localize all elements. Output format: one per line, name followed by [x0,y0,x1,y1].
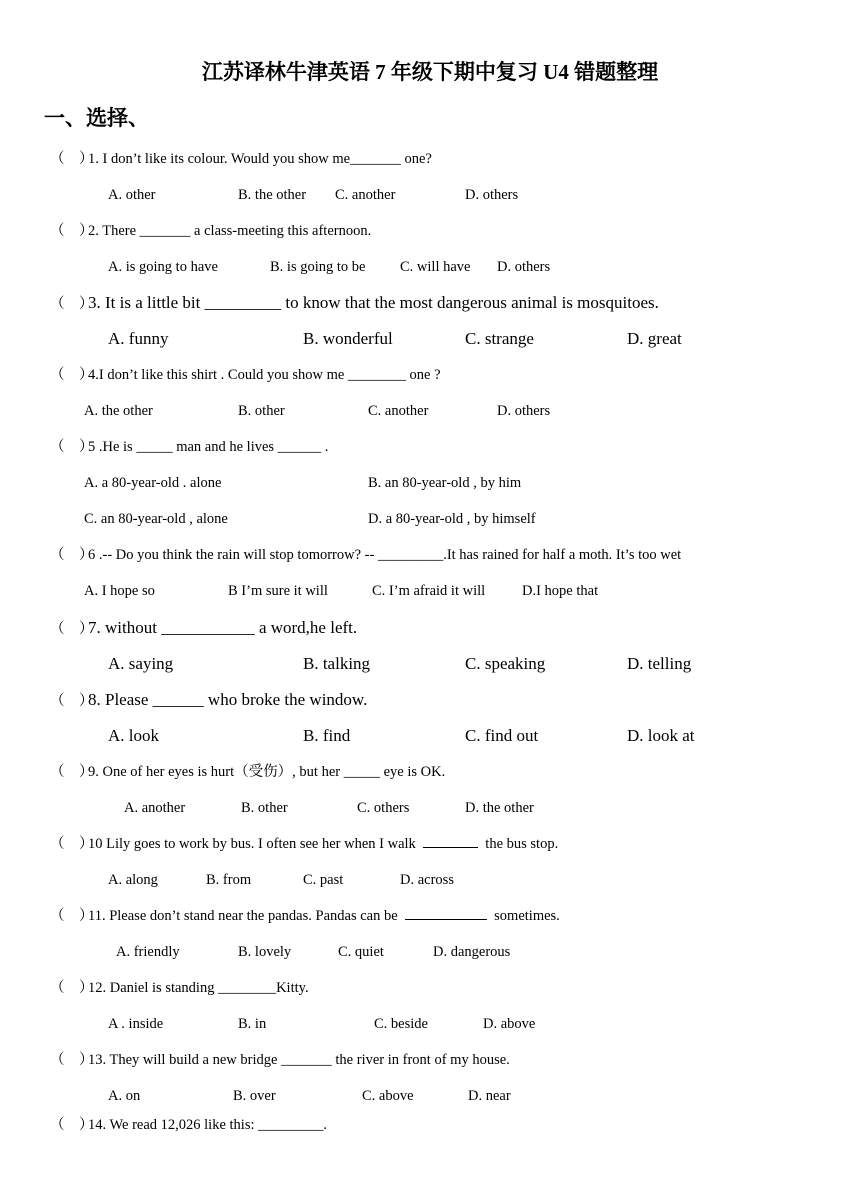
option-c: C. an 80-year-old , alone [84,511,228,527]
option-c: C. quiet [338,944,384,960]
question-text: 6 .-- Do you think the rain will stop tomorrow? -- _________.It has rained for half a moth. It’s too wet [88,547,682,563]
option-b: B. talking [303,654,371,673]
option-b: B. from [206,872,252,888]
question-text: 7. without ___________ a word,he left. [88,618,358,637]
option-c: C. find out [465,726,539,745]
answer-paren: （ ） [50,1117,94,1133]
question-9 [50,763,445,781]
option-a: A . inside [108,1016,164,1032]
option-a: A. I hope so [84,583,155,599]
answer-paren: （ ） [50,621,94,637]
option-a: A. on [108,1088,141,1104]
option-b: B. wonderful [303,329,393,348]
question-12 [50,979,309,997]
option-d: D. a 80-year-old , by himself [368,511,536,527]
option-c: C. past [303,872,344,888]
option-a: A. look [108,726,159,745]
option-b: B. lovely [238,944,292,960]
question-3 [50,293,659,314]
option-a: A. other [108,187,156,203]
question-4 [50,366,441,384]
option-c: C. I’m afraid it will [372,583,486,599]
question-text: 4.I don’t like this shirt . Could you show me ________ one ? [88,367,441,383]
option-d: D. great [627,329,682,348]
option-c: C. above [362,1088,414,1104]
section-heading: 一、选择、 [44,106,149,130]
question-7 [50,618,357,639]
question-text-after: sometimes. [494,908,560,924]
option-b: B. is going to be [270,259,366,275]
option-b: B. find [303,726,351,745]
option-d: D.I hope that [522,583,599,599]
question-text-after: the bus stop. [485,836,559,852]
option-c: C. beside [374,1016,428,1032]
option-c: C. will have [400,259,471,275]
option-d: D. others [465,187,519,203]
option-c: C. others [357,800,410,816]
answer-blank [423,835,478,848]
answer-paren: （ ） [50,439,94,455]
answer-paren: （ ） [50,367,94,383]
option-a: A. along [108,872,158,888]
option-b: B. an 80-year-old , by him [368,475,522,491]
option-a: A. is going to have [108,259,218,275]
option-a: A. another [124,800,186,816]
question-text: 13. They will build a new bridge _______ the river in front of my house. [88,1052,510,1068]
question-5 [50,438,328,456]
option-c: C. speaking [465,654,546,673]
option-a: A. the other [84,403,153,419]
question-text: 2. There _______ a class-meeting this afternoon. [88,223,372,239]
question-1 [50,150,432,168]
question-11 [50,907,560,925]
option-b: B. over [233,1088,276,1104]
option-c: C. another [368,403,429,419]
option-d: D. telling [627,654,692,673]
question-8 [50,690,367,711]
option-d: D. look at [627,726,695,745]
answer-paren: （ ） [50,980,94,996]
answer-paren: （ ） [50,693,94,709]
page-title: 江苏译林牛津英语 7 年级下期中复习 U4 错题整理 [201,60,659,84]
question-2 [50,222,371,240]
option-b: B. in [238,1016,267,1032]
question-text-before: 11. Please don’t stand near the pandas. Pandas can be [88,908,398,924]
answer-paren: （ ） [50,908,94,924]
answer-paren: （ ） [50,836,94,852]
question-text-before: 10 Lily goes to work by bus. I often see her when I walk [88,836,416,852]
question-text: 12. Daniel is standing ________Kitty. [88,980,309,996]
question-text: 3. It is a little bit _________ to know that the most dangerous animal is mosquitoes. [88,293,659,312]
option-d: D. others [497,259,551,275]
answer-paren: （ ） [50,151,94,167]
answer-paren: （ ） [50,547,94,563]
option-d: D. across [400,872,454,888]
answer-blank [405,907,487,920]
question-13 [50,1051,510,1069]
question-text: 9. One of her eyes is hurt（受伤）, but her _____ eye is OK. [88,764,446,780]
answer-paren: （ ） [50,223,94,239]
option-d: D. others [497,403,551,419]
option-d: D. the other [465,800,534,816]
option-d: D. above [483,1016,536,1032]
question-text: 1. I don’t like its colour. Would you show me_______ one? [88,151,432,167]
question-text: 14. We read 12,026 like this: _________. [88,1117,327,1133]
option-c: C. strange [465,329,534,348]
option-a: A. friendly [116,944,180,960]
option-b: B. other [238,403,285,419]
option-d: D. near [468,1088,511,1104]
question-text: 5 .He is _____ man and he lives ______ . [88,439,329,455]
option-a: A. funny [108,329,169,348]
option-b: B. other [241,800,288,816]
option-c: C. another [335,187,396,203]
answer-paren: （ ） [50,296,94,312]
question-6 [50,546,681,564]
option-a: A. saying [108,654,174,673]
option-b: B I’m sure it will [228,583,328,599]
answer-paren: （ ） [50,764,94,780]
option-b: B. the other [238,187,307,203]
question-text: 8. Please ______ who broke the window. [88,690,368,709]
option-a: A. a 80-year-old . alone [84,475,222,491]
answer-paren: （ ） [50,1052,94,1068]
question-10 [50,835,558,853]
question-14 [50,1116,327,1134]
option-d: D. dangerous [433,944,511,960]
